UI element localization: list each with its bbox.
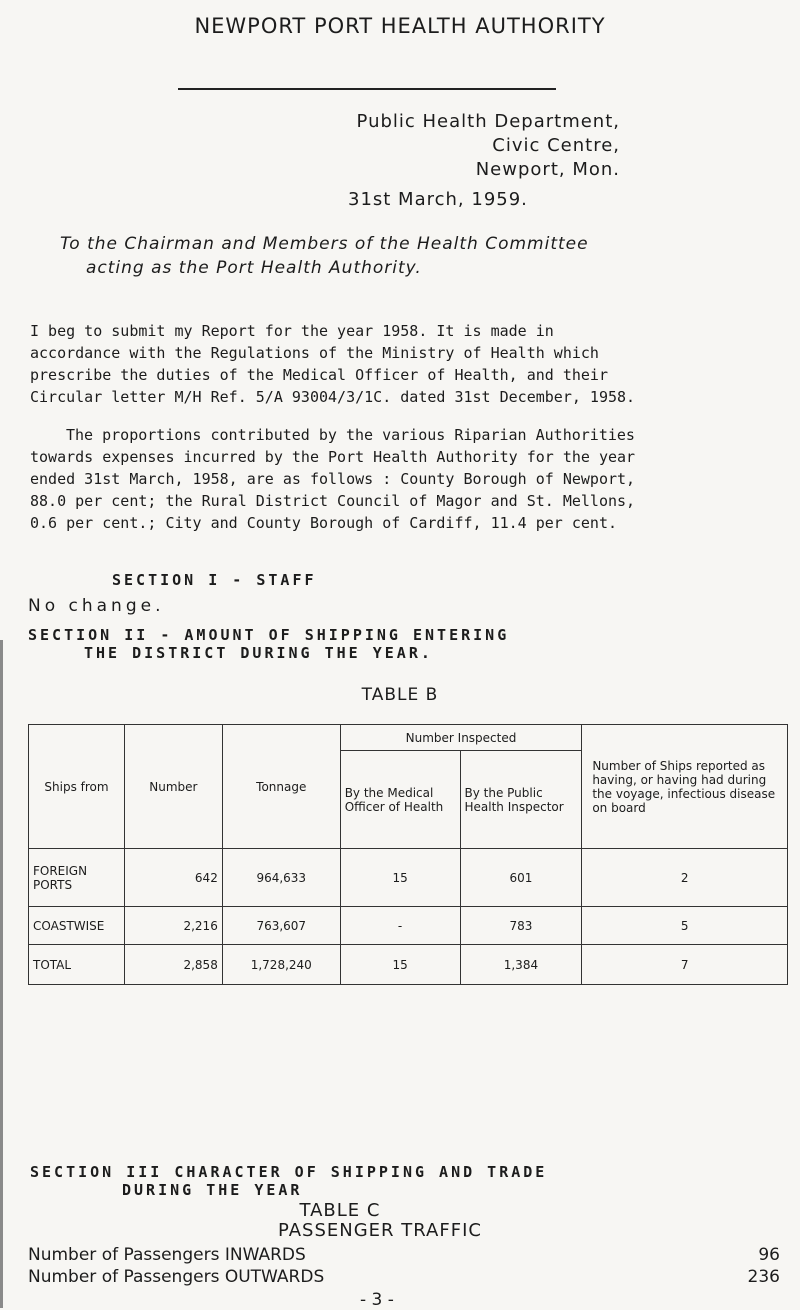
header-infectious: Number of Ships reported as having, or having had during the voyage, infectious disease on board bbox=[582, 725, 788, 849]
passengers-inwards-label: Number of Passengers INWARDS bbox=[28, 1245, 306, 1265]
cell-by-phi: 783 bbox=[460, 907, 582, 945]
paragraph-line: ended 31st March, 1958, are as follows : County Borough of Newport, bbox=[30, 470, 636, 488]
header-tonnage: Tonnage bbox=[222, 725, 340, 849]
paragraph-line: Circular letter M/H Ref. 5/A 93004/3/1C. dated 31st December, 1958. bbox=[30, 388, 636, 406]
salutation-line: To the Chairman and Members of the Health Committee bbox=[60, 234, 589, 254]
cell-infectious: 7 bbox=[582, 945, 788, 985]
paragraph-line: I beg to submit my Report for the year 1958. It is made in bbox=[30, 322, 554, 340]
section-1-heading: SECTION I - STAFF bbox=[112, 571, 317, 589]
paragraph-line: 88.0 per cent; the Rural District Council of Magor and St. Mellons, bbox=[30, 492, 636, 510]
section-3-line: SECTION III CHARACTER OF SHIPPING AND TRADE bbox=[30, 1163, 548, 1181]
header-by-medical-officer: By the Medical Officer of Health bbox=[340, 751, 460, 849]
cell-infectious: 2 bbox=[582, 849, 788, 907]
paragraph-line: The proportions contributed by the various Riparian Authorities bbox=[66, 426, 635, 444]
passengers-outwards-value: 236 bbox=[747, 1267, 780, 1287]
cell-tonnage: 763,607 bbox=[222, 907, 340, 945]
table-b bbox=[28, 724, 788, 985]
cell-number: 2,216 bbox=[124, 907, 222, 945]
cell-infectious: 5 bbox=[582, 907, 788, 945]
table-row bbox=[29, 945, 788, 985]
cell-by-phi: 1,384 bbox=[460, 945, 582, 985]
cell-tonnage: 964,633 bbox=[222, 849, 340, 907]
page-number: - 3 - bbox=[360, 1290, 394, 1310]
table-row bbox=[29, 907, 788, 945]
header-number-inspected: Number Inspected bbox=[340, 725, 582, 751]
table-c-title: TABLE C bbox=[299, 1200, 381, 1221]
page-title: NEWPORT PORT HEALTH AUTHORITY bbox=[194, 14, 606, 38]
row-label: FOREIGN PORTS bbox=[29, 849, 125, 907]
letter-date: 31st March, 1959. bbox=[348, 189, 528, 210]
cell-number: 2,858 bbox=[124, 945, 222, 985]
cell-by-mo: 15 bbox=[340, 849, 460, 907]
cell-tonnage: 1,728,240 bbox=[222, 945, 340, 985]
proportions-paragraph bbox=[30, 424, 770, 534]
passengers-inwards-value: 96 bbox=[758, 1245, 780, 1265]
table-b-title: TABLE B bbox=[361, 685, 439, 705]
paragraph-line: accordance with the Regulations of the Ministry of Health which bbox=[30, 344, 599, 362]
header-ships-from: Ships from bbox=[29, 725, 125, 849]
row-label: COASTWISE bbox=[29, 907, 125, 945]
section-1-text: No change. bbox=[28, 596, 165, 616]
table-row bbox=[29, 849, 788, 907]
header-number: Number bbox=[124, 725, 222, 849]
section-2-line: THE DISTRICT DURING THE YEAR. bbox=[84, 644, 433, 662]
paragraph-line: 0.6 per cent.; City and County Borough of Cardiff, 11.4 per cent. bbox=[30, 514, 617, 532]
page-binding-edge bbox=[0, 640, 3, 1308]
section-3-heading bbox=[30, 1163, 790, 1199]
address-line: Civic Centre, bbox=[492, 135, 620, 156]
address-block bbox=[0, 110, 620, 182]
passengers-inwards-row bbox=[28, 1245, 780, 1265]
intro-paragraph bbox=[30, 320, 770, 408]
cell-number: 642 bbox=[124, 849, 222, 907]
table-c-heading bbox=[0, 1201, 680, 1241]
paragraph-line: towards expenses incurred by the Port Health Authority for the year bbox=[30, 448, 636, 466]
section-3-line: DURING THE YEAR bbox=[122, 1181, 303, 1199]
passengers-outwards-label: Number of Passengers OUTWARDS bbox=[28, 1267, 325, 1287]
passengers-outwards-row bbox=[28, 1267, 780, 1287]
row-label: TOTAL bbox=[29, 945, 125, 985]
cell-by-mo: 15 bbox=[340, 945, 460, 985]
salutation-line: acting as the Port Health Authority. bbox=[86, 258, 422, 278]
address-line: Newport, Mon. bbox=[475, 159, 620, 180]
salutation bbox=[60, 232, 780, 280]
title-underline bbox=[178, 88, 556, 90]
table-c-subtitle: PASSENGER TRAFFIC bbox=[278, 1220, 482, 1241]
address-line: Public Health Department, bbox=[356, 111, 620, 132]
section-2-heading bbox=[28, 626, 788, 662]
cell-by-mo: - bbox=[340, 907, 460, 945]
section-2-line: SECTION II - AMOUNT OF SHIPPING ENTERING bbox=[28, 626, 510, 644]
paragraph-line: prescribe the duties of the Medical Officer of Health, and their bbox=[30, 366, 608, 384]
cell-by-phi: 601 bbox=[460, 849, 582, 907]
header-by-health-inspector: By the Public Health Inspector bbox=[460, 751, 582, 849]
